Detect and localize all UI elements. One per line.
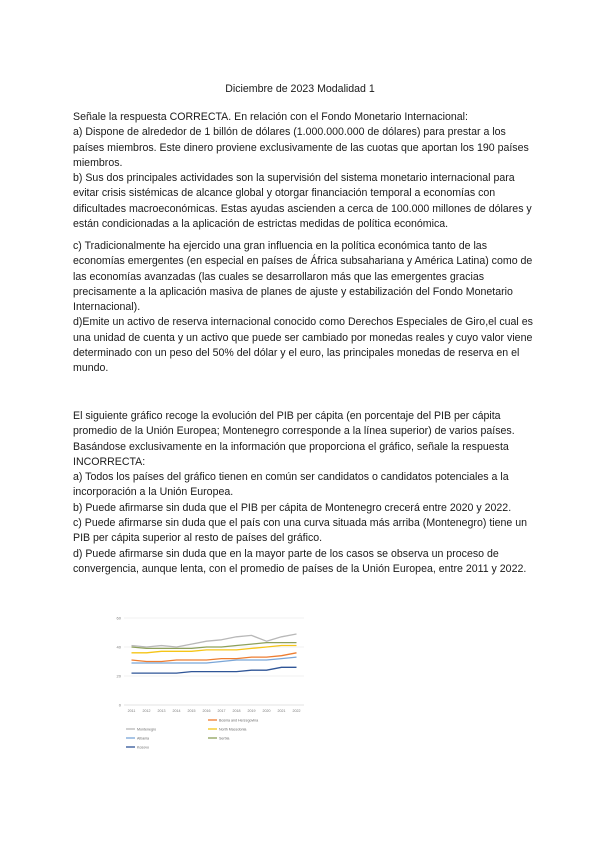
- x-tick-label: 2013: [157, 709, 166, 713]
- question-1-continued: [73, 239, 533, 377]
- series-line: [132, 667, 297, 673]
- y-tick-label: 20: [116, 673, 121, 679]
- legend-label: Montenegro: [137, 727, 157, 732]
- question-2-option-b: b) Puede afirmarse sin duda que el PIB per cápita de Montenegro crecerá entre 2020 y 2022.: [73, 501, 512, 514]
- x-tick-label: 2011: [127, 709, 136, 713]
- series-line: [132, 653, 297, 662]
- series-line: [132, 634, 297, 647]
- gdp-chart: [108, 610, 308, 765]
- y-tick-label: 0: [118, 702, 121, 708]
- x-tick-label: 2014: [172, 709, 181, 713]
- question-2-option-d: d) Puede afirmarse sin duda que en la mayor parte de los casos se observa un proceso de convergencia, aunque lenta, con el promedio de países de la Unión Europea, entre 2011 y 2022.: [73, 547, 527, 575]
- question-1-prompt: Señale la respuesta CORRECTA. En relación con el Fondo Monetario Internacional:: [73, 111, 468, 123]
- y-tick-label: 40: [116, 644, 121, 650]
- question-2-prompt: El siguiente gráfico recoge la evolución del PIB per cápita (en porcentaje del PIB per cápita promedio de la Unión Europea; Montenegro corresponde a la línea superior) de varios países. Basándose exclusivamente en la información que proporciona el gráfico, señale la respuesta INCORRECTA:: [73, 410, 515, 468]
- x-tick-label: 2016: [202, 709, 211, 713]
- legend-label: Kosovo: [137, 745, 149, 750]
- question-1-option-b: b) Sus dos principales actividades son la supervisión del sistema monetario internacional para evitar crisis sistémicas de alcance global y otorgar financiación temporal a economías con dificultades macroeconómicas. Estas ayudas ascienden a cerca de 100.000 millones de dólares y están condicionadas a la aplicación de estrictas medidas de política económica.: [73, 172, 532, 231]
- question-2-option-c: c) Puede afirmarse sin duda que el país con una curva situada más arriba (Montenegro) tiene un PIB per cápita superior al resto de países del gráfico.: [73, 517, 528, 545]
- x-tick-label: 2022: [292, 709, 301, 713]
- legend-label: Serbia: [219, 736, 230, 741]
- x-tick-label: 2018: [232, 709, 241, 713]
- x-tick-label: 2017: [217, 709, 226, 713]
- x-tick-label: 2012: [142, 709, 151, 713]
- question-1-option-c: c) Tradicionalmente ha ejercido una gran influencia en la política económica tanto de las economías emergentes (en especial en países de África subsahariana y América Latina) como de las economías avanzadas (las cuales se desarrollaron más que las emergentes gracias precisamente a la aplicación masiva de planes de ajuste y estabilización del Fondo Monetario Internacional).: [73, 240, 533, 314]
- gdp-chart-svg: [108, 610, 308, 765]
- question-2: [73, 409, 533, 577]
- question-2-option-a: a) Todos los países del gráfico tienen en común ser candidatos o candidatos potenciales a la incorporación a la Unión Europea.: [73, 471, 509, 499]
- x-tick-label: 2020: [262, 709, 271, 713]
- question-1-option-d: d)Emite un activo de reserva internacional conocido como Derechos Especiales de Giro,el cual es una unidad de cuenta y un activo que puede ser cambiado por monedas reales y cuyo valor viene determinado con un peso del 50% del dólar y el euro, las principales monedas de reserva en el mundo.: [73, 316, 533, 375]
- question-1: [73, 110, 533, 232]
- page-title: Diciembre de 2023 Modalidad 1: [225, 83, 375, 95]
- legend-label: Albania: [137, 736, 149, 741]
- x-tick-label: 2015: [187, 709, 196, 713]
- question-1-option-a: a) Dispone de alrededor de 1 billón de dólares (1.000.000.000 de dólares) para prestar a los países miembros. Este dinero proviene exclusivamente de las cuotas que aportan los 190 países miembros.: [73, 126, 529, 169]
- x-tick-label: 2019: [247, 709, 256, 713]
- x-tick-label: 2021: [277, 709, 286, 713]
- legend-label: North Macedonia: [219, 727, 247, 732]
- legend-label: Bosnia and Herzegovina: [219, 718, 259, 723]
- y-tick-label: 60: [116, 615, 121, 621]
